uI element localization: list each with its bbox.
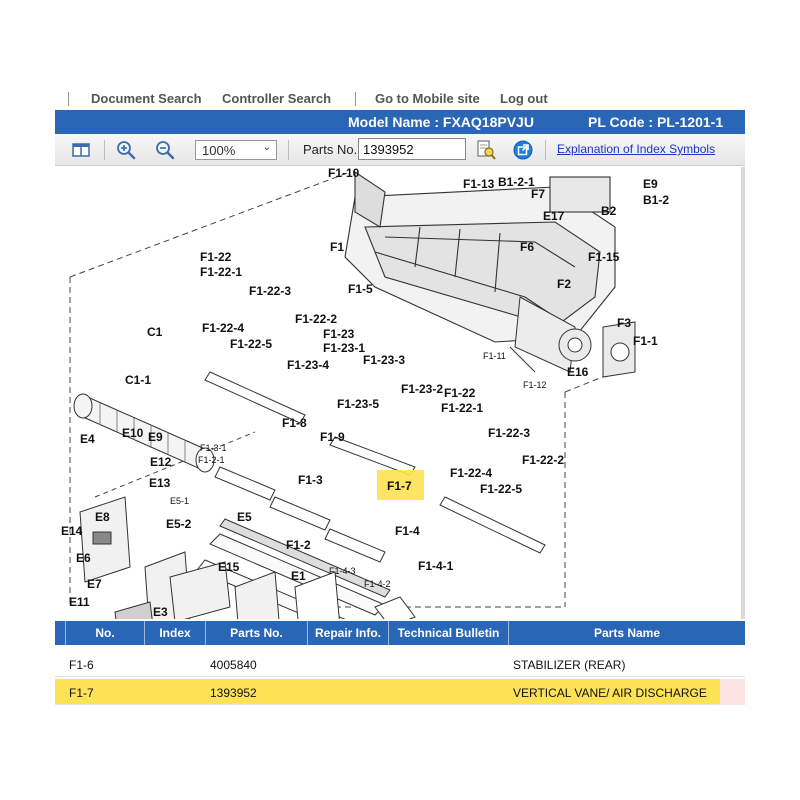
svg-text:F1-22-4: F1-22-4 bbox=[450, 466, 493, 480]
col-repair-info[interactable]: Repair Info. bbox=[307, 621, 388, 645]
svg-text:F1-11: F1-11 bbox=[483, 351, 506, 361]
svg-text:F1-4-1: F1-4-1 bbox=[418, 559, 454, 573]
zoom-select[interactable] bbox=[195, 140, 277, 160]
svg-text:E4: E4 bbox=[80, 432, 95, 446]
cross-flow-fan bbox=[74, 394, 214, 472]
col-technical-bulletin[interactable]: Technical Bulletin bbox=[388, 621, 508, 645]
cell-no: F1-7 bbox=[69, 686, 94, 700]
svg-text:F1-4-3: F1-4-3 bbox=[329, 566, 356, 576]
parts-search-icon[interactable] bbox=[475, 139, 497, 161]
diagram-scrollbar[interactable] bbox=[741, 167, 745, 619]
svg-text:F2: F2 bbox=[557, 277, 572, 291]
table-row[interactable] bbox=[55, 651, 745, 677]
svg-text:F1-22-4: F1-22-4 bbox=[202, 321, 245, 335]
svg-text:F1-23-3: F1-23-3 bbox=[363, 353, 406, 367]
svg-text:F1-23: F1-23 bbox=[323, 327, 355, 341]
svg-text:E5-1: E5-1 bbox=[170, 496, 190, 506]
svg-text:E16: E16 bbox=[567, 365, 589, 379]
zoom-value: 100% bbox=[202, 143, 236, 158]
svg-text:F1-23-4: F1-23-4 bbox=[287, 358, 330, 372]
svg-text:E12: E12 bbox=[150, 455, 172, 469]
svg-text:B1-2: B1-2 bbox=[643, 193, 670, 207]
parts-table-header bbox=[55, 621, 745, 645]
svg-text:F1-4-2: F1-4-2 bbox=[364, 579, 391, 589]
svg-text:F1-22-1: F1-22-1 bbox=[200, 265, 243, 279]
chevron-down-icon: ⌄ bbox=[262, 142, 271, 153]
open-external-icon[interactable] bbox=[512, 139, 534, 161]
svg-text:E3: E3 bbox=[153, 605, 168, 619]
top-navigation bbox=[55, 88, 745, 110]
svg-text:F1-15: F1-15 bbox=[588, 250, 620, 264]
svg-text:F1-5: F1-5 bbox=[348, 282, 373, 296]
svg-text:E9: E9 bbox=[148, 430, 163, 444]
cell-no: F1-6 bbox=[69, 658, 94, 672]
highlighted-part-label[interactable]: F1-7 bbox=[387, 479, 412, 493]
cell-parts-name: VERTICAL VANE/ AIR DISCHARGE bbox=[513, 686, 707, 700]
model-name: Model Name : FXAQ18PVJU bbox=[348, 114, 534, 130]
svg-text:F1-22: F1-22 bbox=[444, 386, 476, 400]
svg-text:F1: F1 bbox=[330, 240, 345, 254]
pl-code: PL Code : PL-1201-1 bbox=[588, 114, 724, 130]
cell-parts-no: 1393952 bbox=[210, 686, 257, 700]
svg-text:E6: E6 bbox=[76, 551, 91, 565]
svg-text:F1-22-1: F1-22-1 bbox=[441, 401, 484, 415]
zoom-in-icon[interactable] bbox=[115, 139, 137, 161]
svg-text:E7: E7 bbox=[87, 577, 102, 591]
svg-text:F1-22-2: F1-22-2 bbox=[295, 312, 338, 326]
layout-toggle-icon[interactable] bbox=[70, 139, 92, 161]
svg-text:E10: E10 bbox=[122, 426, 144, 440]
nav-divider bbox=[68, 92, 69, 106]
zoom-out-icon[interactable] bbox=[154, 139, 176, 161]
svg-text:F1-22-3: F1-22-3 bbox=[249, 284, 292, 298]
svg-text:F1-22-5: F1-22-5 bbox=[480, 482, 523, 496]
svg-text:E17: E17 bbox=[543, 209, 565, 223]
toolbar-divider bbox=[104, 140, 105, 160]
svg-text:F3: F3 bbox=[617, 316, 632, 330]
svg-text:E1: E1 bbox=[291, 569, 306, 583]
svg-text:E8: E8 bbox=[95, 510, 110, 524]
col-no[interactable]: No. bbox=[65, 621, 144, 645]
svg-text:F1-9: F1-9 bbox=[320, 430, 345, 444]
svg-text:F1-2-1: F1-2-1 bbox=[198, 455, 225, 465]
diagram-drawing bbox=[55, 167, 741, 619]
svg-text:F1-23-5: F1-23-5 bbox=[337, 397, 380, 411]
cell-parts-no: 4005840 bbox=[210, 658, 257, 672]
svg-text:F1-2: F1-2 bbox=[286, 538, 311, 552]
document-search-link[interactable]: Document Search bbox=[91, 91, 202, 106]
svg-text:F6: F6 bbox=[520, 240, 535, 254]
svg-text:F1-22-2: F1-22-2 bbox=[522, 453, 565, 467]
model-title-bar bbox=[55, 110, 745, 134]
svg-text:F1-3: F1-3 bbox=[298, 473, 323, 487]
col-parts-no[interactable]: Parts No. bbox=[205, 621, 307, 645]
svg-text:E11: E11 bbox=[69, 595, 90, 609]
parts-catalog-window bbox=[55, 88, 745, 708]
svg-text:F1-10: F1-10 bbox=[328, 167, 360, 180]
svg-text:C1-1: C1-1 bbox=[125, 373, 152, 387]
explanation-index-symbols-link[interactable]: Explanation of Index Symbols bbox=[557, 142, 716, 156]
svg-text:E9: E9 bbox=[643, 177, 658, 191]
svg-text:E5: E5 bbox=[237, 510, 252, 524]
svg-text:E15: E15 bbox=[218, 560, 240, 574]
svg-text:F1-22: F1-22 bbox=[200, 250, 232, 264]
main-chassis bbox=[345, 172, 615, 342]
svg-text:F1-22-3: F1-22-3 bbox=[488, 426, 531, 440]
toolbar-divider bbox=[545, 140, 546, 160]
parts-no-input[interactable] bbox=[358, 138, 466, 160]
svg-text:F1-12: F1-12 bbox=[523, 380, 547, 390]
svg-text:E14: E14 bbox=[61, 524, 83, 538]
svg-text:B2: B2 bbox=[601, 204, 617, 218]
svg-text:E13: E13 bbox=[149, 476, 171, 490]
mobile-site-link[interactable]: Go to Mobile site bbox=[375, 91, 480, 106]
svg-text:F1-13: F1-13 bbox=[463, 177, 495, 191]
svg-text:F1-23-1: F1-23-1 bbox=[323, 341, 366, 355]
controller-search-link[interactable]: Controller Search bbox=[222, 91, 332, 106]
logout-link[interactable]: Log out bbox=[500, 91, 548, 106]
svg-text:C1: C1 bbox=[147, 325, 163, 339]
svg-text:F1-8: F1-8 bbox=[282, 416, 307, 430]
svg-text:F1-22-5: F1-22-5 bbox=[230, 337, 273, 351]
svg-text:F1-1: F1-1 bbox=[633, 334, 658, 348]
cell-parts-name: STABILIZER (REAR) bbox=[513, 658, 626, 672]
exploded-parts-diagram[interactable] bbox=[55, 167, 745, 619]
toolbar-divider bbox=[288, 140, 289, 160]
header-spacer bbox=[55, 621, 65, 645]
svg-text:E5-2: E5-2 bbox=[166, 517, 192, 531]
col-index[interactable]: Index bbox=[144, 621, 205, 645]
toolbar bbox=[55, 134, 745, 166]
svg-text:F1-4: F1-4 bbox=[395, 524, 420, 538]
row-end-tint bbox=[720, 679, 745, 705]
svg-text:F1-3-1: F1-3-1 bbox=[200, 443, 227, 453]
table-row-selected[interactable] bbox=[55, 679, 745, 705]
parts-no-label: Parts No. bbox=[303, 142, 358, 157]
svg-text:B1-2-1: B1-2-1 bbox=[498, 175, 535, 189]
col-parts-name[interactable]: Parts Name bbox=[508, 621, 745, 645]
svg-text:F7: F7 bbox=[531, 187, 546, 201]
nav-divider bbox=[355, 92, 356, 106]
svg-text:F1-23-2: F1-23-2 bbox=[401, 382, 444, 396]
